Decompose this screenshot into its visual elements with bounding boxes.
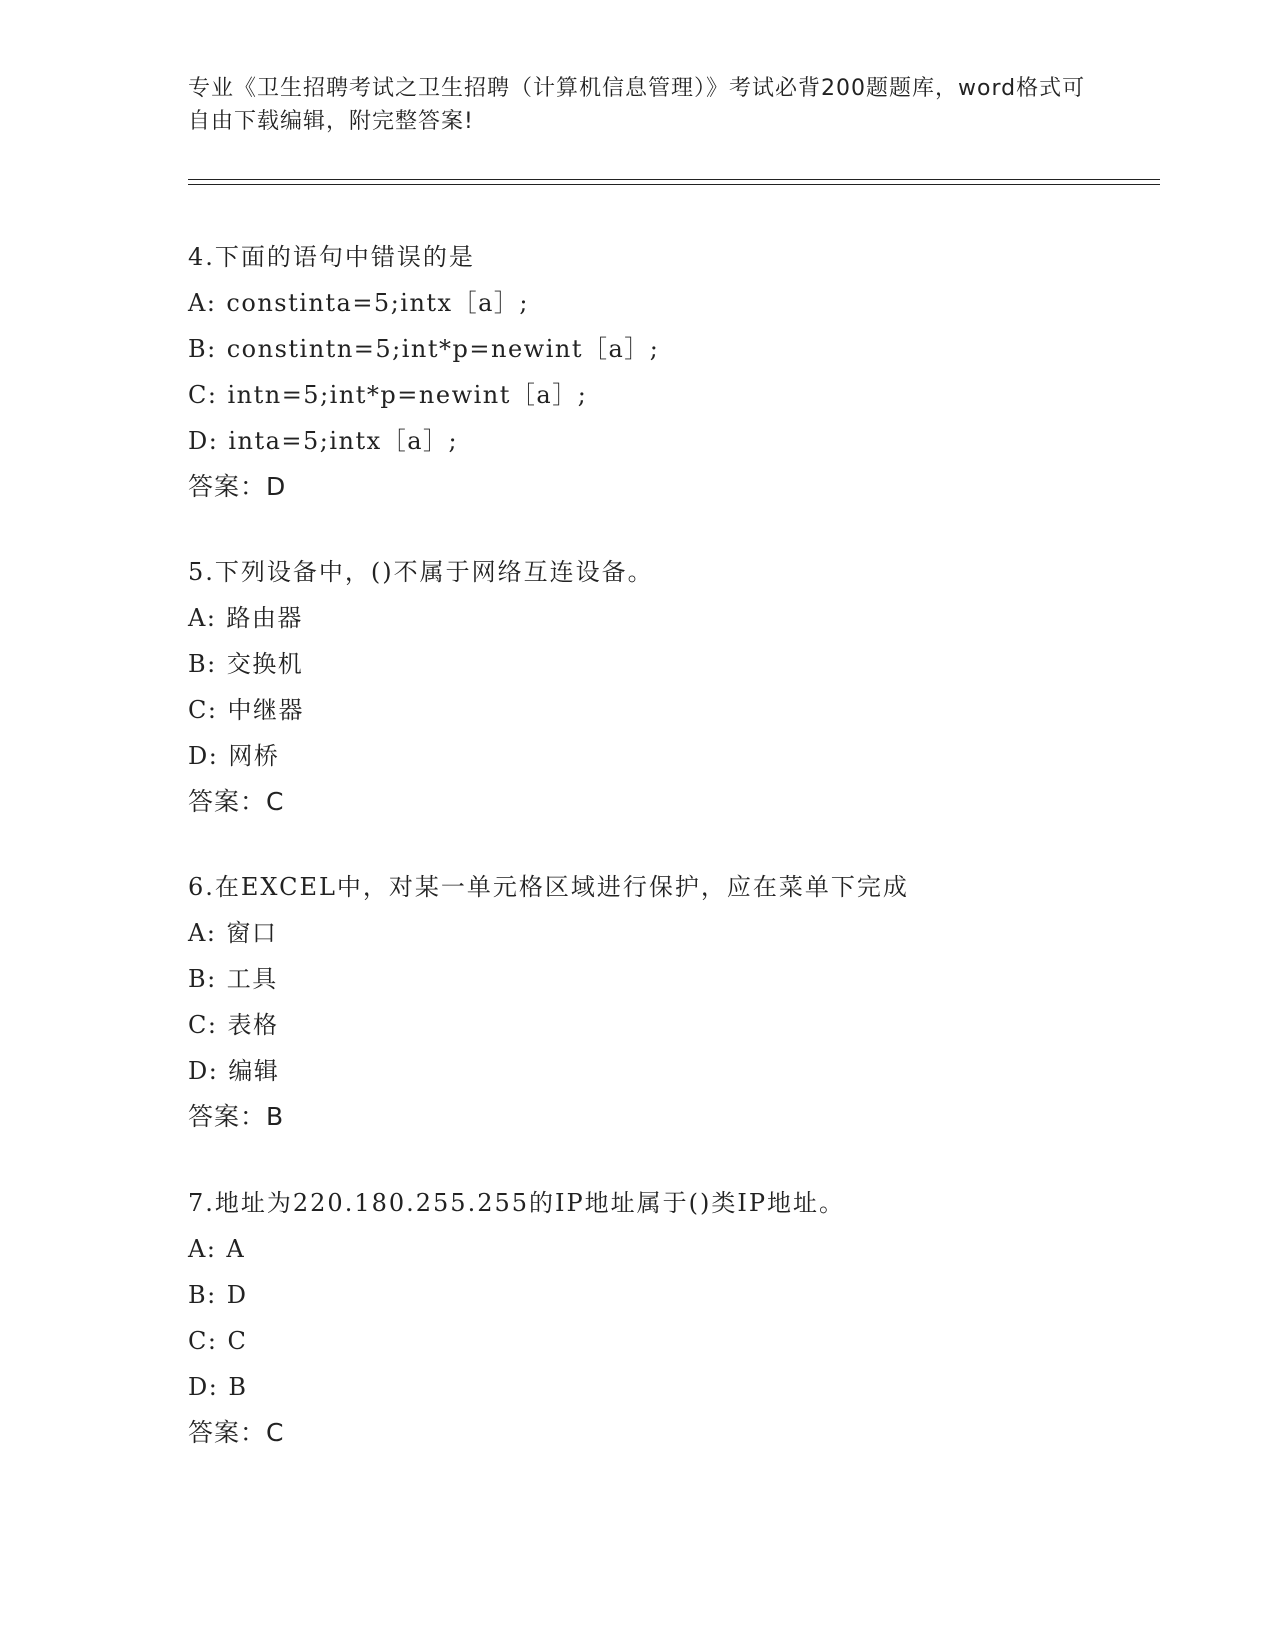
question-5 bbox=[188, 549, 1188, 825]
answer: 答案：B bbox=[188, 1102, 285, 1131]
option-text: C bbox=[227, 1327, 248, 1355]
option-d bbox=[188, 418, 1188, 464]
option-label: D: bbox=[188, 427, 219, 455]
option-c bbox=[188, 687, 1188, 733]
option-b bbox=[188, 641, 1188, 687]
option-c bbox=[188, 1318, 1188, 1364]
option-label: B: bbox=[188, 965, 217, 993]
option-d bbox=[188, 733, 1188, 779]
option-text: D bbox=[226, 1281, 248, 1309]
option-text: 表格 bbox=[227, 1011, 279, 1039]
answer: 答案：D bbox=[188, 472, 287, 501]
option-d bbox=[188, 1364, 1188, 1410]
option-label: C: bbox=[188, 381, 218, 409]
question-stem: 5.下列设备中，()不属于网络互连设备。 bbox=[188, 558, 654, 586]
document-header: 专业《卫生招聘考试之卫生招聘（计算机信息管理）》考试必背200题题库，word格式可自由下载编辑，附完整答案! bbox=[188, 76, 1086, 134]
option-label: A: bbox=[188, 604, 217, 632]
option-a bbox=[188, 910, 1188, 956]
option-label: C: bbox=[188, 1327, 218, 1355]
question-stem: 4.下面的语句中错误的是 bbox=[188, 243, 475, 271]
option-text: B bbox=[228, 1373, 248, 1401]
question-7 bbox=[188, 1180, 1188, 1456]
option-label: C: bbox=[188, 1011, 218, 1039]
question-4 bbox=[188, 234, 1188, 510]
option-a bbox=[188, 1226, 1188, 1272]
question-6 bbox=[188, 864, 1188, 1140]
option-a bbox=[188, 280, 1188, 326]
answer: 答案：C bbox=[188, 1418, 285, 1447]
header-divider-top bbox=[188, 179, 1160, 180]
option-label: D: bbox=[188, 1373, 219, 1401]
option-b bbox=[188, 326, 1188, 372]
option-b bbox=[188, 1272, 1188, 1318]
question-stem: 6.在EXCEL中，对某一单元格区域进行保护，应在菜单下完成 bbox=[188, 873, 909, 901]
option-text: A bbox=[226, 1235, 246, 1263]
option-c bbox=[188, 1002, 1188, 1048]
option-label: A: bbox=[188, 289, 217, 317]
option-text: constinta=5;intx［a］; bbox=[226, 289, 529, 317]
option-label: D: bbox=[188, 1057, 219, 1085]
option-c bbox=[188, 372, 1188, 418]
header-divider-bottom bbox=[188, 184, 1160, 185]
option-label: A: bbox=[188, 1235, 217, 1263]
option-label: B: bbox=[188, 335, 217, 363]
option-text: 交换机 bbox=[226, 650, 304, 678]
answer: 答案：C bbox=[188, 787, 285, 816]
option-text: intn=5;int*p=newint［a］; bbox=[227, 381, 588, 409]
option-text: 编辑 bbox=[228, 1057, 280, 1085]
option-label: A: bbox=[188, 919, 217, 947]
option-text: inta=5;intx［a］; bbox=[228, 427, 459, 455]
option-b bbox=[188, 956, 1188, 1002]
option-text: 窗口 bbox=[226, 919, 278, 947]
option-text: constintn=5;int*p=newint［a］; bbox=[226, 335, 660, 363]
option-d bbox=[188, 1048, 1188, 1094]
option-text: 中继器 bbox=[227, 696, 304, 724]
option-label: C: bbox=[188, 696, 218, 724]
option-label: D: bbox=[188, 742, 219, 770]
option-label: B: bbox=[188, 1281, 217, 1309]
option-a bbox=[188, 595, 1188, 641]
option-text: 路由器 bbox=[226, 604, 303, 632]
option-text: 网桥 bbox=[228, 742, 280, 770]
question-stem: 7.地址为220.180.255.255的IP地址属于()类IP地址。 bbox=[188, 1189, 846, 1217]
option-text: 工具 bbox=[226, 965, 278, 993]
option-label: B: bbox=[188, 650, 217, 678]
